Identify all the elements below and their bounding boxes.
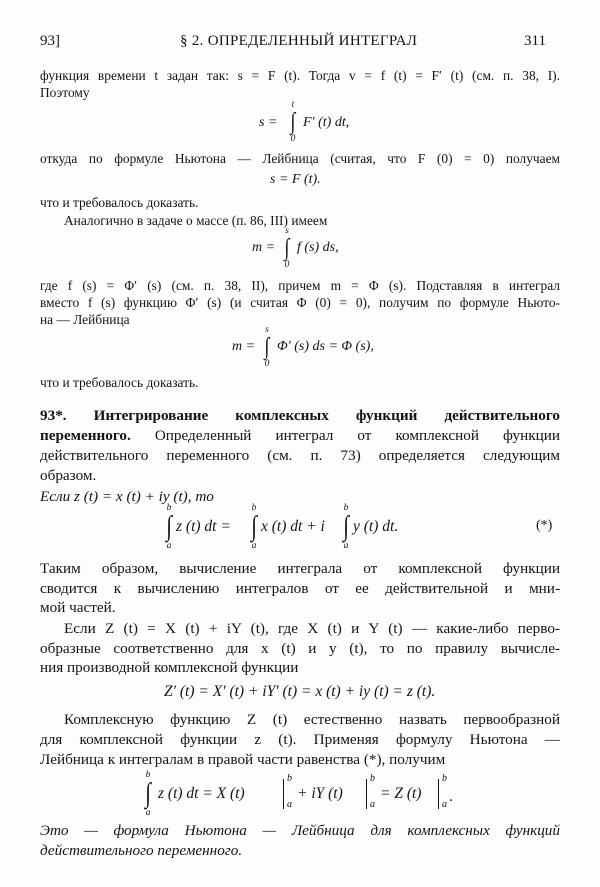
integral-sign: b ∫ a [247,503,261,551]
running-title: § 2. ОПРЕДЕЛЕННЫЙ ИНТЕГРАЛ [180,33,418,49]
text-line: ния производной комплексной функции [40,659,299,676]
equation-4: m = [232,339,256,354]
eq5-term: y (t) dt. [353,518,399,535]
text-line: действительного переменного. [40,842,243,859]
integral-lower-limit: a [166,541,172,551]
integral-lower-limit: a [145,808,151,818]
text-line: Таким образом, вычисление интеграла от комплексной функции [40,560,560,577]
evaluation-bar [283,779,284,809]
integral-upper-limit: b [166,503,172,513]
integral-upper-limit: b [343,503,349,513]
text-line: Поэтому [40,85,90,100]
eq5-term: x (t) dt + i [261,518,325,535]
evaluation-bar [366,779,367,809]
text-line: Лейбница к интегралам в правой части равенства (*), получим [40,751,446,768]
text-line: вместо f (s) функцию Φ′ (s) (и считая Φ (0) = 0), получим по формуле Ньюто- [40,295,560,310]
section-93-heading-cont: переменного. [40,427,131,444]
integral-upper-limit: t [291,100,295,110]
integral-sign: b ∫ a [339,503,353,551]
bar-upper-limit: b [370,773,375,784]
integral-upper-limit: s [265,325,269,335]
text-span: Определенный интеграл от комплексной функции [154,427,560,444]
text-line: функция времени t задан так: s = F (t). Тогда v = f (t) = F′ (t) (см. п. 38, I). [40,68,560,83]
integral-sign: t ∫ 0 [286,100,300,144]
text-line: сводится к вычислению интегралов от ее действительной и мни- [40,580,560,597]
integral-upper-limit: s [285,226,289,236]
eq4-integrand: Φ′ (s) ds = Φ (s), [277,339,374,354]
eq1-lhs: s = [259,115,278,130]
text-line: на — Лейбница [40,312,130,327]
text-line: что и требовалось доказать. [40,375,199,390]
equation-tag: (*) [536,518,553,533]
bar-upper-limit: b [287,773,292,784]
bar-upper-limit: b [442,773,447,784]
text-line: образом. [40,467,97,484]
integral-lower-limit: 0 [290,134,296,144]
text-line: образные соответственно для x (t) и y (t), то по правилу вычисле- [40,640,560,657]
bar-lower-limit: a [287,799,292,810]
eq7-term: z (t) dt = X (t) [158,785,245,802]
evaluation-bar [438,779,439,809]
integral-lower-limit: 0 [284,260,290,270]
text-line: Если z (t) = x (t) + iy (t), то [40,488,214,505]
eq7-term: = Z (t) [380,785,422,802]
eq3-integrand: f (s) ds, [297,240,339,255]
text-line: действительного переменного (см. п. 73) определяется следующим [40,447,560,464]
eq1-integrand: F′ (t) dt, [303,115,350,130]
integral-sign: s ∫ 0 [260,325,274,369]
text-line: что и требовалось доказать. [40,195,199,210]
equation-2: s = F (t). [270,172,321,187]
section-number-header: 93] [40,33,60,49]
text-line: Комплексную функцию Z (t) естественно назвать первообразной [64,711,560,728]
integral-upper-limit: b [145,770,151,780]
eq5-term: z (t) dt = [176,518,231,535]
text-line: Аналогично в задаче о массе (п. 86, III) имеем [64,213,328,228]
integral-lower-limit: 0 [264,359,270,369]
equation-6: Z′ (t) = X′ (t) + iY′ (t) = x (t) + iy (t) = z (t). [164,683,436,700]
text-line [40,426,560,446]
integral-lower-limit: a [343,541,349,551]
integral-lower-limit: a [251,541,257,551]
eq7-end: . [449,788,453,805]
text-line: откуда по формуле Ньютона — Лейбница (считая, что F (0) = 0) получаем [40,151,560,166]
integral-upper-limit: b [251,503,257,513]
section-93-heading: 93*. Интегрирование комплексных функций действительного [40,407,560,424]
integral-sign: b ∫ a [141,770,155,818]
text-line: где f (s) = Φ′ (s) (см. п. 38, II), причем m = Φ (s). Подставляя в интеграл [40,278,560,293]
page-number: 311 [524,33,546,49]
integral-sign: b ∫ a [162,503,176,551]
text-line: для комплексной функции z (t). Применяя формулу Ньютона — [40,731,560,748]
text-line: мой частей. [40,599,116,616]
equation-3: m = [252,240,276,255]
eq7-term: + iY (t) [297,785,343,802]
text-line: Это — формула Ньютона — Лейбница для комплексных функций [40,822,560,839]
equation-1 [259,115,277,131]
bar-lower-limit: a [370,799,375,810]
integral-sign: s ∫ 0 [280,226,294,270]
text-line: Если Z (t) = X (t) + iY (t), где X (t) и Y (t) — какие-либо перво- [64,620,560,637]
bar-lower-limit: a [442,799,447,810]
